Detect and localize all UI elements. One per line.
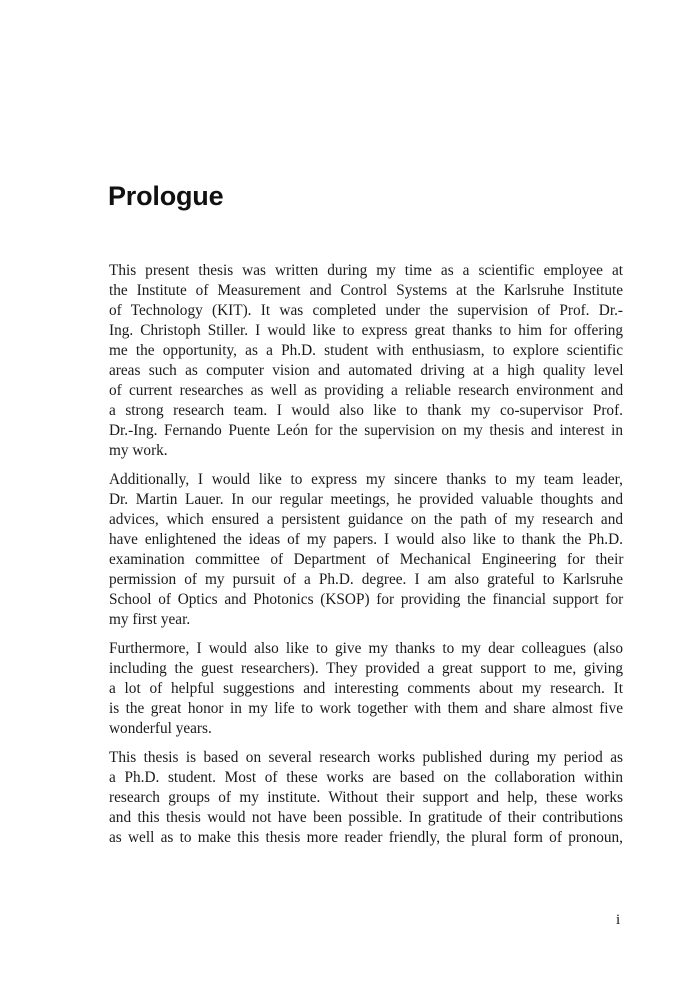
page-title: Prologue xyxy=(108,181,224,211)
text-line: wonderful years. xyxy=(109,720,212,737)
text-line: my first year. xyxy=(109,611,191,628)
paragraph-3 xyxy=(109,639,623,739)
text-line: Dr.-Ing. Fernando Puente León for the supervision on my thesis and interest in xyxy=(109,422,623,439)
text-line: including the guest researchers). They provided a great support to me, giving xyxy=(109,660,623,677)
text-line: This thesis is based on several research works published during my period as xyxy=(109,749,623,766)
text-line: Ing. Christoph Stiller. I would like to express great thanks to him for offering xyxy=(109,322,623,339)
text-line: research groups of my institute. Without their support and help, these works xyxy=(109,789,623,806)
text-line: of Technology (KIT). It was completed under the supervision of Prof. Dr.- xyxy=(109,302,623,319)
text-line: Dr. Martin Lauer. In our regular meetings, he provided valuable thoughts and xyxy=(109,491,623,508)
text-line: a Ph.D. student. Most of these works are based on the collaboration within xyxy=(109,769,623,786)
text-line: and this thesis would not have been possible. In gratitude of their contributions xyxy=(109,809,623,826)
page-number: i xyxy=(616,912,621,928)
paragraph-2 xyxy=(109,470,623,630)
text-line: of current researches as well as providing a reliable research environment and xyxy=(109,382,624,399)
text-line: the Institute of Measurement and Control Systems at the Karlsruhe Institute xyxy=(109,282,624,299)
text-line: examination committee of Department of Mechanical Engineering for their xyxy=(109,551,624,568)
text-line: Furthermore, I would also like to give my thanks to my dear colleagues (also xyxy=(109,640,623,657)
text-line: have enlightened the ideas of my papers. I would also like to thank the Ph.D. xyxy=(109,531,623,548)
text-line: my work. xyxy=(109,442,168,459)
text-line: This present thesis was written during my time as a scientific employee at xyxy=(109,262,623,279)
text-line: advices, which ensured a persistent guidance on the path of my research and xyxy=(109,511,623,528)
text-line: Additionally, I would like to express my sincere thanks to my team leader, xyxy=(109,471,623,488)
text-line: as well as to make this thesis more reader friendly, the plural form of pronoun, xyxy=(109,829,623,846)
text-line: School of Optics and Photonics (KSOP) for providing the financial support for xyxy=(109,591,624,608)
text-line: a strong research team. I would also like to thank my co-supervisor Prof. xyxy=(109,402,623,419)
paragraph-4 xyxy=(109,748,623,848)
text-line: is the great honor in my life to work together with them and share almost five xyxy=(109,700,623,717)
text-line: a lot of helpful suggestions and interesting comments about my research. It xyxy=(109,680,623,697)
body-text xyxy=(109,261,623,857)
text-line: permission of my pursuit of a Ph.D. degree. I am also grateful to Karlsruhe xyxy=(109,571,623,588)
text-line: areas such as computer vision and automated driving at a high quality level xyxy=(109,362,624,379)
text-line: me the opportunity, as a Ph.D. student with enthusiasm, to explore scientific xyxy=(109,342,623,359)
paragraph-1 xyxy=(109,261,623,461)
